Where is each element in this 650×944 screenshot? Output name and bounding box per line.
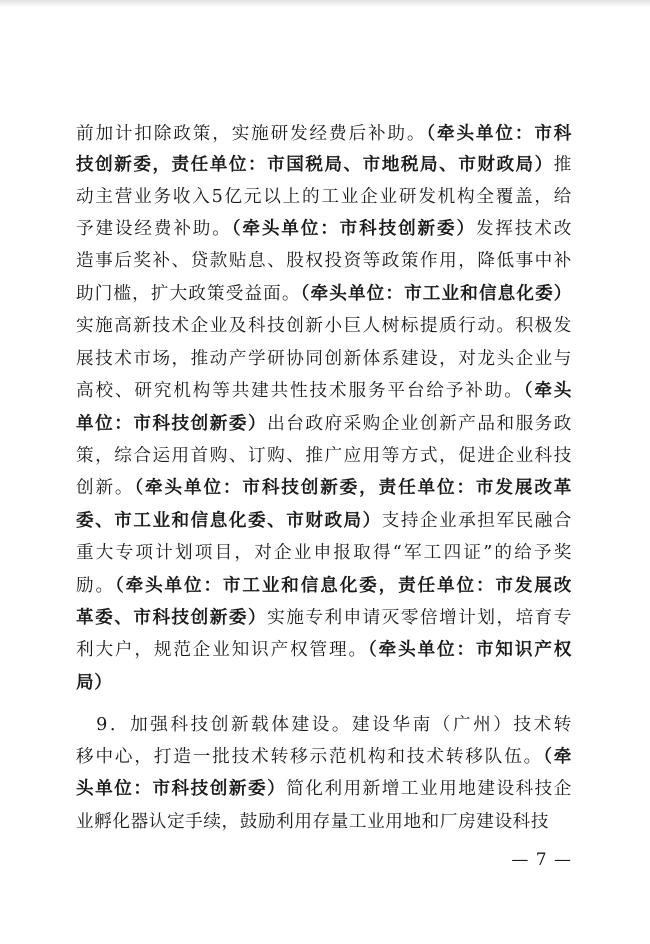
body-text: 助门槛，扩大政策受益面。 [76,284,301,304]
responsible-unit-text: 单位：市科技创新委） [76,414,268,434]
body-text: 前加计扣除政策，实施研发经费后补助。 [76,124,427,144]
text-line [76,542,572,566]
responsible-unit-text: 技创新委，责任单位：市国税局、市地税局、市财政局） [76,155,554,175]
body-text: 移中心，打造一批技术转移示范机构和技术转移队伍。 [76,747,544,767]
responsible-unit-text: （牵头 [523,381,572,401]
text-line [76,413,572,437]
page-number: — 7 — [511,850,572,870]
responsible-unit-text: （牵头单位：市科 [426,124,572,144]
body-text: 实施高新技术企业及科技创新小巨人树标提质行动。积极发 [76,316,572,336]
text-line [76,445,572,469]
responsible-unit-text: （牵头单位：市工业和信息化委） [300,284,573,304]
text-line [76,154,572,178]
text-line [76,714,572,738]
text-line [76,672,572,696]
responsible-unit-text: （牵头单位：市科技创新委，责任单位：市发展改革 [134,478,572,498]
body-text: 推 [553,155,572,175]
responsible-unit-text: 委、市工业和信息化委、市财政局） [76,511,382,531]
text-line [76,218,572,242]
text-line [76,811,572,835]
responsible-unit-text: （牵头单位：市科技创新委） [231,219,476,239]
body-text: 出台政府采购企业创新产品和服务政 [267,414,572,434]
body-text: 策，综合运用首购、订购、推广应用等方式，促进企业科技 [76,446,572,466]
body-text: 发挥技术改 [475,219,572,239]
body-text: 创新。 [76,478,135,498]
body-text: 利大户，规范企业知识产权管理。 [76,640,368,660]
text-line [76,575,572,599]
text-line [76,186,572,210]
body-text: 9．加强科技创新载体建设。建设华南（广州）技术转 [76,715,572,735]
body-text: 造事后奖补、贷款贴息、股权投资等政策作用，降低事中补 [76,251,572,271]
responsible-unit-text: （牵头单位：市工业和信息化委，责任单位：市发展改 [114,576,572,596]
responsible-unit-text: （牵头单位：市知识产权 [367,640,572,660]
body-text: 高校、研究机构等共建共性技术服务平台给予补助。 [76,381,524,401]
text-line [76,607,572,631]
responsible-unit-text: 局） [76,673,113,693]
text-line [76,250,572,274]
body-text: 实施专利申请灭零倍增计划，培育专 [267,608,572,628]
text-line [76,746,572,770]
body-text: 支持企业承担军民融合 [381,511,572,531]
body-text: 重大专项计划项目，对企业申报取得“军工四证”的给予奖 [76,543,572,563]
text-line [76,380,572,404]
text-line [76,348,572,372]
body-text: 简化利用新增工业用地建设科技企 [286,779,572,799]
text-line [76,283,572,307]
body-text: 展技术市场，推动产学研协同创新体系建设，对龙头企业与 [76,349,572,369]
responsible-unit-text: 革委、市科技创新委） [76,608,268,628]
text-line [76,477,572,501]
responsible-unit-text: （牵 [543,747,572,767]
text-line [76,639,572,663]
body-text: 予建设经费补助。 [76,219,232,239]
text-line [76,510,572,534]
responsible-unit-text: 头单位：市科技创新委） [76,779,287,799]
body-text: 励。 [76,576,115,596]
body-text: 业孵化器认定手续，鼓励利用存量工业用地和厂房建设科技 [76,812,550,832]
text-line [76,315,572,339]
text-line [76,778,572,802]
text-line [76,123,572,147]
body-text: 动主营业务收入5亿元以上的工业企业研发机构全覆盖，给 [76,187,572,207]
